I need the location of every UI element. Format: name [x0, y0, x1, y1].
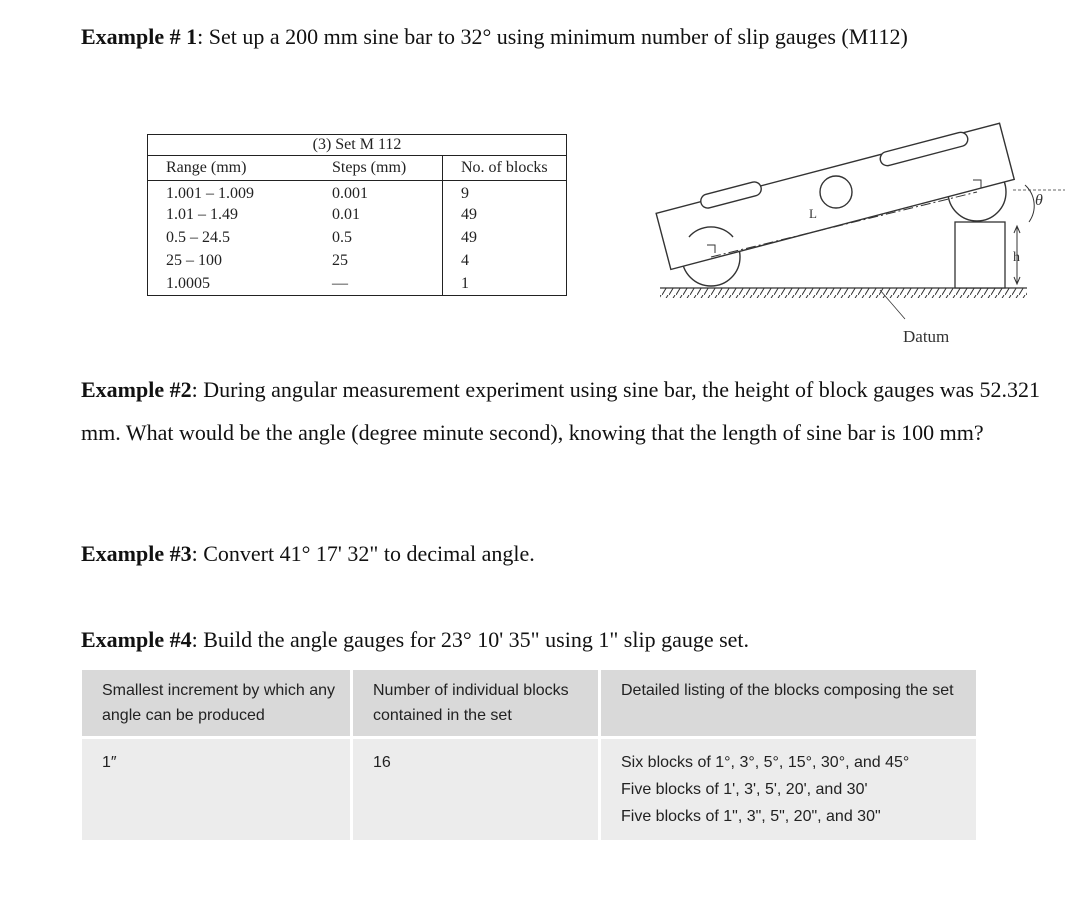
col-header-steps: Steps (mm) — [286, 156, 443, 181]
cell-blocks: 9 — [443, 181, 567, 204]
sine-bar-diagram — [655, 105, 1075, 355]
cell-steps: 0.5 — [332, 229, 352, 246]
slip-gauge-set-table — [147, 134, 567, 296]
example-4 — [81, 627, 749, 653]
example-2-text: : During angular measurement experiment using sine bar, the height of block gauges was 52.321 mm. What would be the angle (degree minute second), knowing that the length of sine bar is 100 mm? — [81, 377, 1040, 445]
col-header-listing: Detailed listing of the blocks composing the set — [601, 670, 976, 739]
cell-steps: 0.001 — [332, 184, 368, 202]
example-4-label: Example #4 — [81, 627, 192, 652]
cell-listing — [601, 739, 976, 840]
datum-label: Datum — [903, 327, 950, 346]
table-row — [148, 204, 567, 227]
cell-range: 1.01 – 1.49 — [166, 206, 238, 223]
cell-range: 1.001 – 1.009 — [166, 184, 254, 202]
datum-ground — [660, 288, 1027, 298]
cell-blocks: 49 — [443, 204, 567, 227]
angle-gauge-table — [82, 670, 976, 840]
table-row — [148, 273, 567, 296]
example-4-text: : Build the angle gauges for 23° 10' 35" using 1" slip gauge set. — [191, 627, 750, 652]
cell-count: 16 — [353, 739, 601, 840]
col-header-count: Number of individual blocks contained in the set — [353, 670, 601, 739]
listing-line: Six blocks of 1°, 3°, 5°, 15°, 30°, and 45° — [621, 754, 910, 771]
cell-range: 0.5 – 24.5 — [166, 229, 230, 246]
cell-steps: 0.01 — [332, 206, 360, 223]
example-3-text: : Convert 41° 17' 32" to decimal angle. — [191, 541, 535, 566]
listing-line: Five blocks of 1', 3', 5', 20', and 30' — [621, 781, 868, 798]
length-label: L — [809, 206, 817, 221]
cell-steps: — — [332, 274, 348, 292]
example-2-label: Example #2 — [81, 377, 192, 402]
cell-blocks: 1 — [443, 273, 567, 296]
angle-arc — [1025, 185, 1034, 222]
col-header-increment: Smallest increment by which any angle can be produced — [82, 670, 353, 739]
cell-range: 1.0005 — [166, 274, 210, 292]
angle-label: θ — [1035, 192, 1043, 209]
listing-line: Five blocks of 1", 3", 5", 20", and 30" — [621, 808, 881, 825]
table-row — [82, 739, 976, 840]
set-title: (3) Set M 112 — [148, 135, 567, 156]
example-1-label: Example # 1 — [81, 24, 198, 49]
example-2 — [81, 368, 1061, 454]
table-row — [148, 227, 567, 250]
height-label: h — [1013, 250, 1020, 265]
example-1 — [81, 24, 908, 50]
col-header-range: Range (mm) — [148, 156, 287, 181]
example-1-text: : Set up a 200 mm sine bar to 32° using minimum number of slip gauges (M112) — [197, 24, 908, 49]
cell-increment: 1″ — [82, 739, 353, 840]
gauge-block — [955, 222, 1005, 288]
example-3 — [81, 541, 535, 567]
col-header-blocks: No. of blocks — [443, 156, 567, 181]
example-3-label: Example #3 — [81, 541, 192, 566]
cell-steps: 25 — [332, 252, 348, 269]
table-row — [148, 181, 567, 204]
cell-blocks: 49 — [443, 227, 567, 250]
table-row — [148, 250, 567, 273]
cell-blocks: 4 — [443, 250, 567, 273]
cell-range: 25 – 100 — [166, 252, 222, 269]
